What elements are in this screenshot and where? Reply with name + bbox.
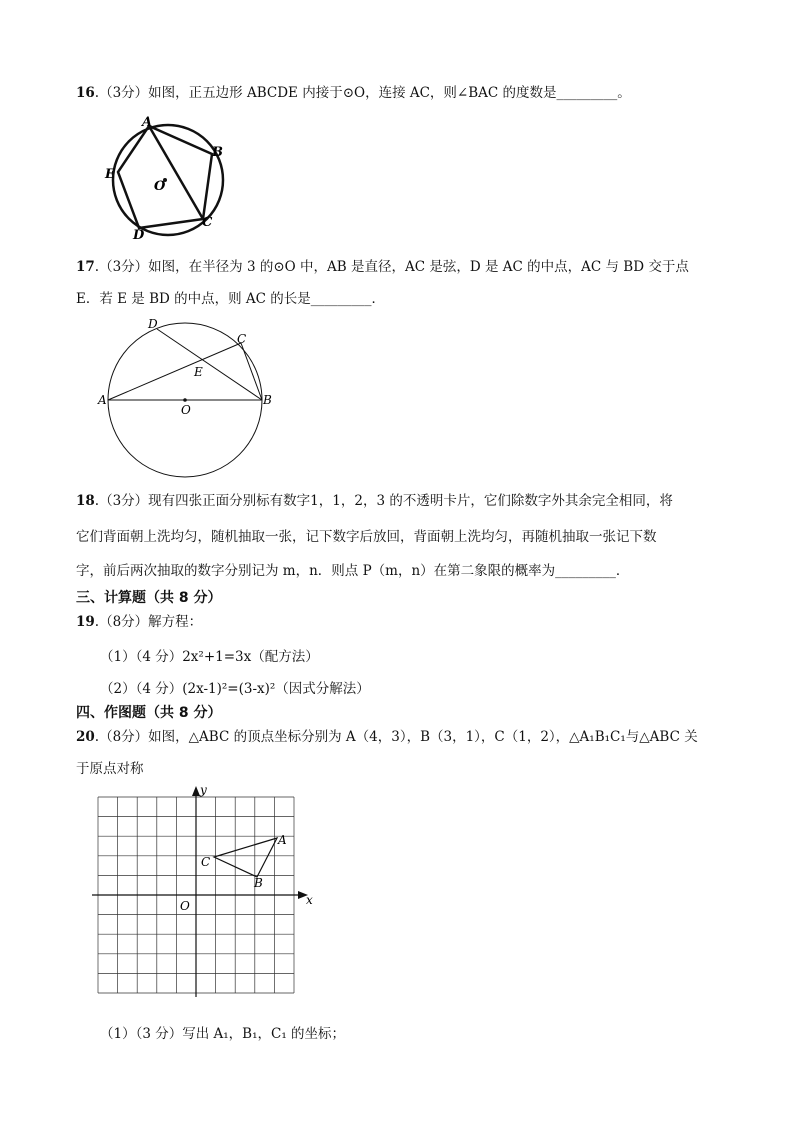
q20-label-y: y [200,783,207,797]
q16-label-B: B [212,145,223,160]
q17-line2: E．若 E 是 BD 的中点，则 AC 的长是_________． [76,291,386,307]
q20-label-C: C [201,855,211,869]
q19-number: 19 [76,614,95,630]
q17-label-E: E [194,365,203,379]
q16-label-D: D [133,228,145,242]
q20-number: 20 [76,729,95,745]
q17-label-B: B [263,393,272,407]
q16-label-A: A [142,115,153,130]
q18-body1: .（3分）现有四张正面分别标有数字1，1，2，3 的不透明卡片，它们除数字外其余完全相同，将 [94,493,673,509]
section-4-heading: 四、作图题（共 8 分） [76,705,222,721]
q16-number: 16 [76,85,95,101]
q16-label-O: O [154,179,166,194]
q20-label-A: A [278,833,287,847]
q17-body1: .（3分）如图，在半径为 3 的⊙O 中，AB 是直径，AC 是弦，D 是 AC 的中点，AC 与 BD 交于点 [94,259,689,275]
q16-text [76,84,631,102]
q16-pentagon-figure [96,112,246,242]
section-3-heading: 三、计算题（共 8 分） [76,590,222,606]
q20-line1 [76,728,698,746]
q19-text [76,613,202,631]
q19-sub1: （1）（4 分）2x²+1=3x（配方法） [100,649,319,665]
q17-circle-figure [96,315,286,480]
q20-label-x: x [306,893,313,907]
q18-number: 18 [76,493,95,509]
q17-label-C: C [237,332,247,346]
q18-line1 [76,492,673,510]
q17-label-O: O [181,403,191,417]
q17-line1 [76,258,689,276]
y-axis-arrow [192,786,200,796]
q17-label-D: D [148,317,158,331]
q16-body: .（3分）如图，正五边形 ABCDE 内接于⊙O，连接 AC，则∠BAC 的度数是_________。 [94,85,631,101]
q19-sub2: （2）（4 分）(2x-1)²=(3-x)²（因式分解法） [100,681,370,697]
q18-line3: 字，前后两次抽取的数字分别记为 m，n．则点 P（m，n）在第二象限的概率为_________． [76,563,630,579]
q17-number: 17 [76,259,95,275]
triangle-abc [214,838,277,877]
q20-label-B: B [254,876,263,890]
q20-sub1: （1）（3 分）写出 A₁，B₁，C₁ 的坐标； [100,1026,346,1042]
q18-line2: 它们背面朝上洗均匀，随机抽取一张，记下数字后放回，背面朝上洗均匀，再随机抽取一张记下数 [76,529,657,545]
q20-label-O: O [180,899,190,913]
q20-coordinate-grid [90,782,320,1004]
q16-label-C: C [202,215,213,230]
q19-body: .（8分）解方程： [94,614,203,630]
q17-label-A: A [98,393,107,407]
q20-line2: 于原点对称 [76,761,144,777]
q16-label-E: E [105,167,115,182]
q20-body1: .（8分）如图，△ABC 的顶点坐标分别为 A（4，3），B（3，1），C（1，2），△A₁B₁C₁与△ABC 关 [94,729,698,745]
